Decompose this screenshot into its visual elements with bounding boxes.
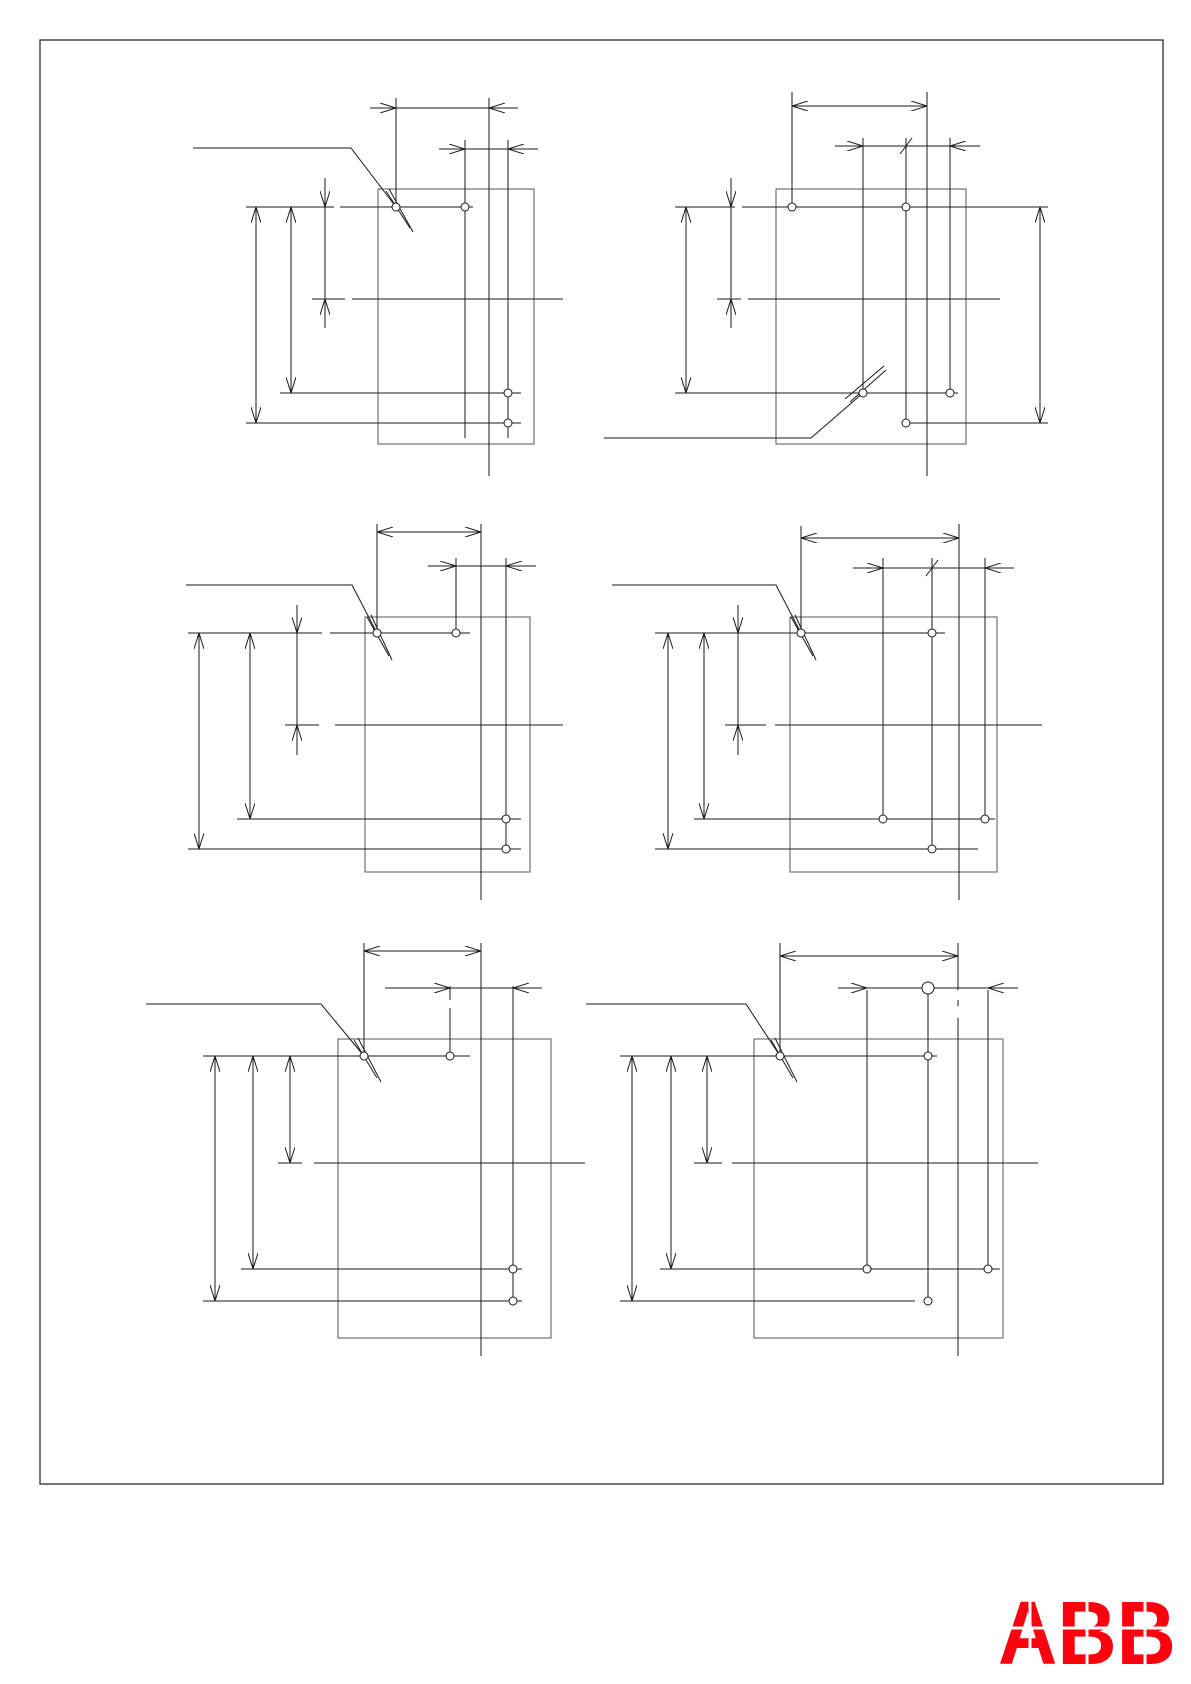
mounting-hole	[902, 203, 910, 211]
panel-outline	[378, 189, 534, 444]
mounting-hole	[797, 629, 805, 637]
sheet-border	[40, 40, 1163, 1484]
abb-logo	[995, 1584, 1180, 1684]
template-view-4	[612, 524, 1042, 900]
reference-tick	[795, 615, 816, 660]
mounting-hole	[924, 1297, 932, 1305]
mounting-hole	[928, 845, 936, 853]
leader-line	[146, 1004, 364, 1056]
mounting-hole	[924, 1052, 932, 1060]
mounting-hole	[509, 1265, 517, 1273]
template-view-6	[586, 943, 1038, 1356]
mounting-hole	[946, 389, 954, 397]
mounting-hole	[776, 1052, 784, 1060]
mounting-hole	[502, 815, 510, 823]
mounting-hole	[446, 1052, 454, 1060]
leader-line	[604, 393, 863, 438]
panel-outline	[338, 1039, 551, 1338]
mounting-hole	[981, 815, 989, 823]
template-view-1	[193, 98, 563, 476]
leader-line	[186, 585, 377, 633]
leader-line	[612, 585, 801, 633]
mounting-hole	[859, 389, 867, 397]
leader-line	[586, 1004, 780, 1056]
reference-circle	[922, 982, 934, 994]
panel-outline	[776, 189, 966, 444]
leader-line	[193, 148, 396, 207]
reference-tick	[358, 1038, 381, 1082]
reference-tick	[371, 615, 392, 660]
mounting-hole	[928, 629, 936, 637]
reference-tick	[389, 189, 413, 232]
mounting-hole	[461, 203, 469, 211]
mounting-hole	[509, 1297, 517, 1305]
mounting-hole	[502, 845, 510, 853]
mounting-hole	[360, 1052, 368, 1060]
mounting-hole	[863, 1265, 871, 1273]
mounting-hole	[373, 629, 381, 637]
mounting-hole	[504, 419, 512, 427]
reference-tick	[850, 370, 886, 402]
template-view-2	[604, 92, 1048, 476]
mounting-hole	[452, 629, 460, 637]
mounting-hole	[392, 203, 400, 211]
panel-outline	[790, 617, 997, 872]
mounting-hole	[984, 1265, 992, 1273]
mounting-hole	[902, 419, 910, 427]
mounting-hole	[788, 203, 796, 211]
abb-logo-text: ABB	[998, 1584, 1176, 1684]
panel-outline	[754, 1039, 1003, 1338]
mounting-hole	[504, 389, 512, 397]
template-view-3	[186, 524, 563, 900]
template-view-5	[146, 943, 585, 1356]
mounting-hole	[879, 815, 887, 823]
